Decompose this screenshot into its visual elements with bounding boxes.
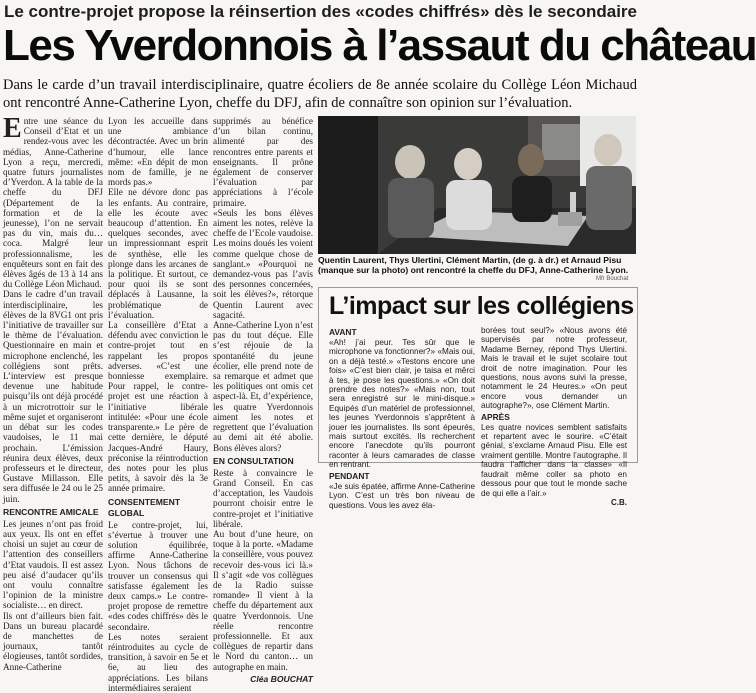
label-pendant: PENDANT xyxy=(329,470,370,481)
col1-paragraph-2: Dans le cadre d’un travail interdisciplinaire, les élèves de la 8VG1 ont pris l’initiative de travailler sur le thème de l’évaluation. Questionnaire en main et microphone enclenché, les collégiens sont prêts. L’interview est presque devenue une habitude puisqu’ils ont déjà procédé à un microtrottoir sur le même sujet et organiseront un débat sur les codes vaudoises, le 11 mai prochain. L’émission réunira deux élèves, deux professeurs et le directeur, Gustave Millasson. Elle sera diffusée le 24 ou le 25 juin. xyxy=(3,289,103,504)
drop-cap: E xyxy=(3,113,22,144)
col3-paragraph-3: Anne-Catherine Lyon n’est pas du tout déçue. Elle s’est réjouie de la spontanéité du jeune écolier, elle prend note de sa remarque et admet que les politiques ont omis cet aspect-là. Et, d’expérience, les quatre Yverdonnois aiment les notes et regrettent que l’évaluation au demi ait été abolie. Bons élèves alors? xyxy=(213,320,314,453)
article-headline: Les Yverdonnois à l’assaut du château xyxy=(3,21,756,70)
col3-paragraph-1: supprimés au bénéfice d’un bilan continu, alimenté par des rencontres entre parents et enseignants. Il prône également de conserver l’évaluation par appréciations à l’école primaire. xyxy=(213,116,313,208)
label-avant: AVANT xyxy=(329,327,357,337)
text-pendant: «Je suis épatée, affirme Anne-Catherine Lyon. C’est un très bon niveau de questions. Vous les avez éla- xyxy=(329,481,475,510)
sidebar-column-left xyxy=(329,326,475,510)
text-pendant-continued: borées tout seul?» «Nous avons été supervisés par notre professeur, Madame Berney, répond Thys Ulertini. Mais le travail et le sujet scolaire tout droit de notre imagination. Pour les questions, nous avons suivi la presse, notamment le 24 Heures.» «On peut encore vous demander un autographe?», ose Clément Martin. xyxy=(481,326,627,411)
col3-paragraph-2: «Seuls les bons élèves aiment les notes, relève la cheffe de l’Ecole vaudoise. Les moins doués les voient comme quelque chose de sanglant.» «Pourquoi ne demandez-vous pas l’avis des personnes concernées, soit les élèves?», rétorque Quentin Laurent avec sagacité. xyxy=(213,207,313,320)
col3-paragraph-4: Reste à convaincre le Grand Conseil. En cas d’acceptation, les Vaudois pourront choisir entre le contre-projet et l’initiative libérale. xyxy=(213,467,313,529)
col1-paragraph-4: Ils ont d’ailleurs bien fait. Dans un bureau placardé de manchettes de journaux, tantôt élogieuses, tantôt sordides, Anne-Catherine xyxy=(3,610,103,672)
photo-credit: Mfr Bouchat xyxy=(596,276,629,282)
article-kicker: Le contre-projet propose la réinsertion des «codes chiffrés» dès le secondaire xyxy=(4,2,637,21)
sidebar-title: L’impact sur les collégiens xyxy=(329,292,634,320)
label-apres: APRÈS xyxy=(481,411,510,422)
article-byline: Cléa BOUCHAT xyxy=(250,673,313,684)
col2-paragraph-4: Le contre-projet, lui, s’évertue à trouver une solution équilibrée, affirme Anne-Catherine Lyon. Nous tâchons de trouver un consensus qui satisfasse également les deux camps.» Le contre-projet propose de remettre «des codes chiffrés» dès le secondaire. xyxy=(108,519,208,632)
col1-paragraph-1: ntre une séance du Conseil d’Etat et un rendez-vous avec les médias, Anne-Catherine Lyon a reçu, mercredi, quatre futurs journalistes d’Yverdon. A la table de la cheffe du DFJ (Département de la formation et de la jeunesse), l’on ne servait pas du vin, mais du… coca. Malgré leur professionnalisme, les enquêteurs sont en fait des élèves âgés de 13 à 14 ans du Collège Léon Michaud. xyxy=(3,116,103,290)
article-lead xyxy=(3,76,637,112)
col2-paragraph-5: Les notes seraient réintroduites au cycle de transition, à savoir en 5e et 6e, au lieu des appréciations. Les bilans intermédiaires seraient xyxy=(108,631,208,693)
col2-paragraph-2: Elle ne dévore donc pas les enfants. Au contraire, elle les écoute avec beaucoup d’attention. En quelques secondes, avec un impressionnant esprit de synthèse, elle les plonge dans les arcanes de la politique. Et surtout, ce pour quoi ils se sont déplacés à Lausanne, la problématique de l’évaluation. xyxy=(108,187,208,320)
photo-illustration xyxy=(318,116,636,254)
article-photo xyxy=(318,116,636,254)
sidebar-signature: C.B. xyxy=(611,497,627,507)
subhead-consultation: EN CONSULTATION xyxy=(213,455,294,466)
text-apres: Les quatre novices semblent satisfaits et repartent avec le sourire. «C’était génial, s’exclame Arnaud Pisu. Elle est vraiment gentille. Montre l’autographe. Il faudra l’afficher dans la classe» «Il faudrait même coller sa photo en dessous pour que tout le monde sache de qui elle a l’air.» xyxy=(481,422,627,498)
col2-paragraph-3: La conseillère d’Etat a défendu avec conviction le contre-projet tout en rappelant les propos adverses. «C’est une bonniesse exemplaire. Pour rappel, le contre-projet est une réaction à l’initiative libérale intitulée: «Pour une école transparente.» Le père de cette dernière, le député Jacques-André Haury, préconise la réintroduction des notes pour les plus petits, à savoir dès la 3e année primaire. xyxy=(108,320,208,494)
article-column-1 xyxy=(3,113,103,672)
col1-paragraph-3: Les jeunes n’ont pas froid aux yeux. Ils ont en effet choisi un sujet au cœur de l’attention des conseillers d’Etat vaudois. Il est assez peu aisé d’audacer qu’ils ont voulu connaître l’opinion de la ministre socialiste… en direct. xyxy=(3,518,103,611)
subhead-consentement: CONSENTEMENT GLOBAL xyxy=(108,496,181,518)
text-avant: «Ah! j’ai peur. Tes sûr que le microphone va fonctionner?» «Mais oui, on a déjà testé.» «Testons encore une fois» «C’est bien clair, je taisa et mêrci à tes, je pose les questions.» «On doit prendre des notes?» «Mais non, tout sera enregistré sur le mini-disque.» Equipés d’un matériel de professionnel, les jeunes Yverdonnois s’apprêtent à jouer les journalistes. Ils sont épeurés, mais surtout excités. Ils recherchent encore l’anecdote qu’ils pourront raconter à leurs camarades de classe en rentrant. xyxy=(329,338,475,470)
col2-paragraph-1: Lyon les accueille dans une ambiance décontractée. Avec un brin d’humour, elle lance même: «En dépit de mon nom de famille, je ne mords pas.» xyxy=(108,116,208,188)
col3-paragraph-5: Au bout d’une heure, on toque à la porte. «Madame la conseillère, vous pouvez recevoir des-vous ici là.» Il s’agit «de vos collègues de la Radio suisse romande» Il vient à la cheffe du département aux quatre Yverdonnois. Une réelle rencontre professionnelle. Et aux collègues de repartir dans le Nord du canton… un autographe en main. xyxy=(213,528,313,672)
subhead-rencontre: RENCONTRE AMICALE xyxy=(3,506,99,517)
sidebar-box xyxy=(318,287,638,510)
article-column-3 xyxy=(213,116,314,684)
sidebar-column-right xyxy=(481,326,627,507)
article-column-2 xyxy=(108,116,208,693)
lead-paragraph: Dans le carde d’un travail interdisciplinaire, quatre écoliers de 8e année scolaire du Collège Léon Michaud ont rencontré Anne-Catherine Lyon, cheffe du DFJ, afin de connaître son opinion sur l’évaluation. xyxy=(3,77,637,111)
photo-caption: Quentin Laurent, Thys Ulertini, Clément Martin, (de g. à dr.) et Arnaud Pisu (manque sur la photo) ont rencontré la cheffe du DFJ, Anne-Catherine Lyon. xyxy=(318,255,629,275)
